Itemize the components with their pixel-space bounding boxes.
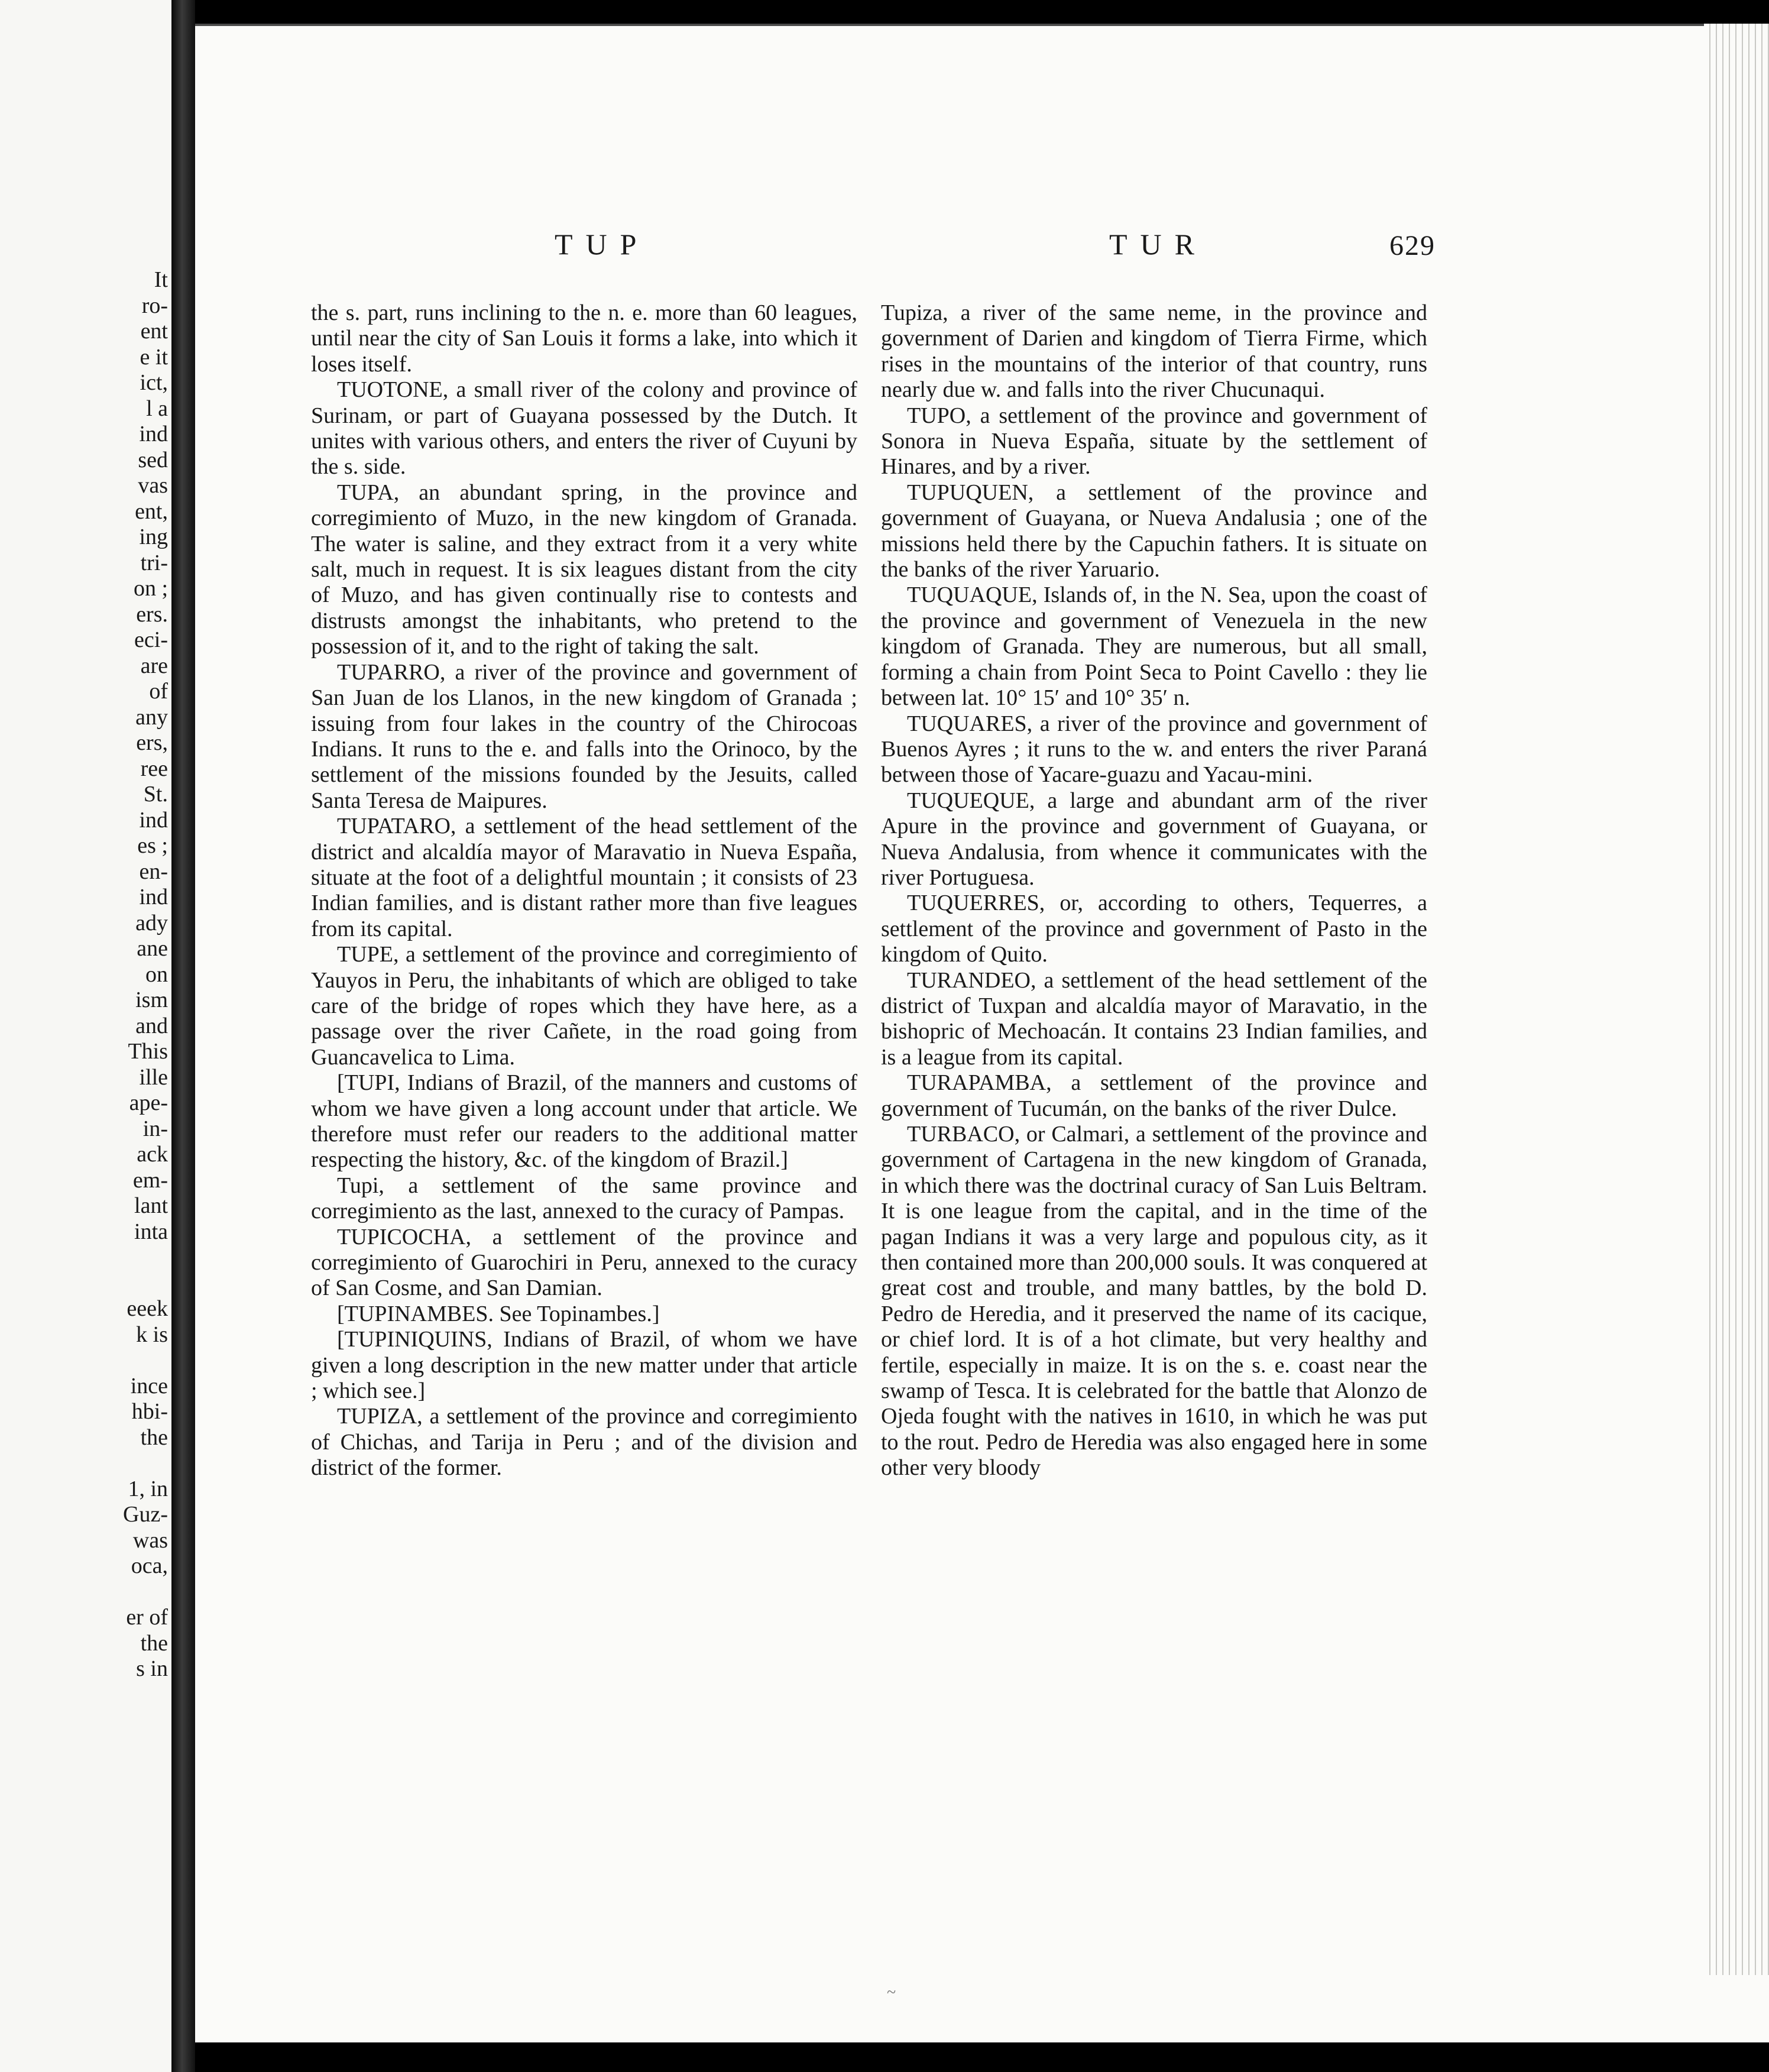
facing-page-line: of bbox=[149, 679, 168, 704]
facing-page-line: Guz- bbox=[123, 1502, 168, 1527]
entry-paragraph: TUPE, a settlement of the province and corregimiento of Yauyos in Peru, the inhabitants of which are obliged to take care of the bridge of ropes which they have here, as a passage over the river Cañete, in the road going from Guancavelica to Lima. bbox=[311, 942, 857, 1070]
facing-page-line: ind bbox=[139, 807, 168, 833]
entry-paragraph: TUPO, a settlement of the province and government of Sonora in Nueva España, situate by the settlement of Hinares, and by a river. bbox=[881, 403, 1427, 480]
facing-page-line: ers. bbox=[136, 601, 168, 627]
entry-paragraph: TUPICOCHA, a settlement of the province and corregimiento of Guarochiri in Peru, annexed to the curacy of San Cosme, and San Damian. bbox=[311, 1224, 857, 1301]
entry-paragraph: TUPUQUEN, a settlement of the province and government of Guayana, or Nueva Andalusia ; one of the missions held there by the Capuchin fathers. It is situate on the banks of the river Yaruario. bbox=[881, 480, 1427, 582]
facing-page-line: k is bbox=[136, 1322, 168, 1347]
facing-page-line: was bbox=[132, 1527, 168, 1553]
entry-paragraph: Tupiza, a river of the same neme, in the province and government of Darien and kingdom of Tierra Firme, which rises in the mountains of the interior of that country, runs nearly due w. and falls into the river Chucunaqui. bbox=[881, 300, 1427, 403]
facing-page-line: tri- bbox=[140, 550, 168, 575]
running-head-right: TUR bbox=[1109, 228, 1207, 261]
facing-page-line: the bbox=[140, 1630, 168, 1656]
entry-paragraph: TUPATARO, a settlement of the head settlement of the district and alcaldía mayor of Maravatio in Nueva España, situate at the foot of a delightful mountain ; it consists of 23 Indian families, and is distant rather more than five leagues from its capital. bbox=[311, 814, 857, 941]
facing-page-line: ind bbox=[139, 422, 168, 446]
facing-page-line: ree bbox=[140, 756, 168, 781]
entry-paragraph: the s. part, runs inclining to the n. e. more than 60 leagues, until near the city of San Louis it forms a lake, into which it loses itself. bbox=[311, 300, 857, 377]
facing-page-line: vas bbox=[138, 473, 168, 498]
facing-page-line: on ; bbox=[133, 576, 168, 601]
entry-paragraph: [TUPINIQUINS, Indians of Brazil, of whom we have given a long description in the new matter under that article ; which see.] bbox=[311, 1327, 857, 1404]
facing-page-line: em- bbox=[132, 1167, 168, 1193]
facing-page-line: any bbox=[135, 704, 168, 730]
footer-mark: ~ bbox=[887, 1983, 896, 2002]
facing-page-line: This bbox=[128, 1039, 168, 1064]
running-head-left: TUP bbox=[555, 228, 650, 261]
entry-paragraph: TURBACO, or Calmari, a settlement of the province and government of Cartagena in the new kingdom of Granada, in which there was the doctrinal curacy of San Luis Beltram. It is one league from the capital, and in the time of the pagan Indians it was a very large and populous city, as it then contained more than 200,000 souls. It was conquered at great cost and trouble, and many battles, by the bold D. Pedro de Heredia, and it preserved the name of its cacique, or chief lord. It is of a hot climate, but very healthy and fertile, especially in maize. It is on the s. e. coast near the swamp of Tesca. It is celebrated for the battle that Alonzo de Ojeda fought with the natives in 1610, in which he was put to the rout. Pedro de Heredia was also engaged here in some other very bloody bbox=[881, 1122, 1427, 1481]
facing-page-line: oca, bbox=[131, 1553, 168, 1578]
facing-page-fragment bbox=[0, 0, 171, 2072]
facing-page-line: ent, bbox=[135, 498, 168, 524]
facing-page-line: It bbox=[154, 267, 168, 292]
facing-page-line: ism bbox=[135, 988, 168, 1012]
entry-paragraph: TURANDEO, a settlement of the head settlement of the district of Tuxpan and alcaldía mayor of Maravatio, in the bishopric of Mechoacán. It contains 23 Indian families, and is a league from its capital. bbox=[881, 967, 1427, 1070]
facing-page-line: ind bbox=[139, 885, 168, 909]
facing-page-line: es ; bbox=[137, 833, 168, 858]
entry-paragraph: TUOTONE, a small river of the colony and province of Surinam, or part of Guayana possessed by the Dutch. It unites with various others, and enters the river of Cuyuni by the s. side. bbox=[311, 377, 857, 480]
facing-page-line: ack bbox=[137, 1142, 168, 1167]
entry-paragraph: [TUPI, Indians of Brazil, of the manners and customs of whom we have given a long account under that article. We therefore must refer our readers to the additional matter respecting the history, &c. of the kingdom of Brazil.] bbox=[311, 1070, 857, 1173]
facing-page-line: ing bbox=[139, 525, 168, 549]
facing-page-line: hbi- bbox=[131, 1399, 168, 1424]
entry-paragraph: Tupi, a settlement of the same province and corregimiento as the last, annexed to the curacy of Pampas. bbox=[311, 1173, 857, 1224]
page-edges bbox=[1704, 24, 1769, 1975]
facing-page-line: ro- bbox=[141, 293, 168, 318]
facing-page-line: St. bbox=[143, 782, 168, 807]
right-column bbox=[881, 300, 1427, 1743]
facing-page-line: on bbox=[145, 961, 168, 987]
facing-page-line: ady bbox=[135, 910, 168, 935]
entry-paragraph: TUQUERRES, or, according to others, Tequerres, a settlement of the province and government of Pasto in the kingdom of Quito. bbox=[881, 891, 1427, 967]
entry-paragraph: TUQUAQUE, Islands of, in the N. Sea, upon the coast of the province and government of Venezuela in the new kingdom of Granada. They are numerous, but all small, forming a chain from Point Seca to Point Cavello : they lie between lat. 10° 15′ and 10° 35′ n. bbox=[881, 582, 1427, 711]
facing-page-line: en- bbox=[139, 859, 168, 884]
facing-page-line: 1, in bbox=[128, 1476, 168, 1501]
facing-page-line: inta bbox=[134, 1219, 168, 1244]
facing-page-line: s in bbox=[136, 1656, 168, 1681]
facing-page-line: l a bbox=[146, 396, 168, 421]
entry-paragraph: TUPIZA, a settlement of the province and corregimiento of Chichas, and Tarija in Peru ; and of the division and district of the former. bbox=[311, 1404, 857, 1481]
facing-page-line: e it bbox=[140, 344, 168, 370]
entry-paragraph: TUQUARES, a river of the province and government of Buenos Ayres ; it runs to the w. and enters the river Paraná between those of Yacare-guazu and Yacau-mini. bbox=[881, 711, 1427, 788]
page-number: 629 bbox=[1389, 230, 1436, 261]
facing-page-line: the bbox=[140, 1424, 168, 1450]
facing-page-line: ape- bbox=[129, 1090, 168, 1115]
facing-page-line: sed bbox=[138, 447, 168, 472]
facing-page-line: ille bbox=[139, 1064, 168, 1090]
facing-page-line: ers, bbox=[136, 730, 168, 755]
left-column bbox=[311, 300, 857, 1743]
entry-paragraph: TUQUEQUE, a large and abundant arm of the river Apure in the province and government of Guayana, or Nueva Andalusia, from whence it communicates with the river Portuguesa. bbox=[881, 788, 1427, 890]
facing-page-line: eci- bbox=[134, 627, 168, 652]
facing-page-line: ict, bbox=[140, 370, 168, 395]
facing-page-line: ince bbox=[130, 1373, 168, 1398]
facing-page-line: eeek bbox=[127, 1296, 168, 1321]
book-gutter bbox=[171, 0, 195, 2072]
facing-page-line: are bbox=[140, 653, 168, 678]
entry-paragraph: TURAPAMBA, a settlement of the province and government of Tucumán, on the banks of the river Dulce. bbox=[881, 1070, 1427, 1121]
facing-page-line: ent bbox=[140, 319, 168, 344]
entry-paragraph: [TUPINAMBES. See Topinambes.] bbox=[337, 1301, 660, 1326]
facing-page-line: and bbox=[135, 1013, 168, 1038]
entry-paragraph: TUPARRO, a river of the province and government of San Juan de los Llanos, in the new kingdom of Granada ; issuing from four lakes in the country of the Chirocoas Indians. It runs to the e. and falls into the Orinoco, by the settlement of the missions founded by the Jesuits, called Santa Teresa de Maipures. bbox=[311, 659, 857, 813]
facing-page-line: ane bbox=[137, 936, 168, 961]
facing-page-line: in- bbox=[142, 1116, 168, 1141]
book-page bbox=[195, 24, 1769, 2042]
facing-page-line: lant bbox=[134, 1193, 168, 1218]
entry-paragraph: TUPA, an abundant spring, in the province and corregimiento of Muzo, in the new kingdom of Granada. The water is saline, and they extract from it a very white salt, much in request. It is six leagues distant from the city of Muzo, and has given continually rise to contests and distrusts amongst the inhabitants, who pretend to the possession of it, and to the right of taking the salt. bbox=[311, 480, 857, 659]
facing-page-line: er of bbox=[126, 1605, 168, 1630]
